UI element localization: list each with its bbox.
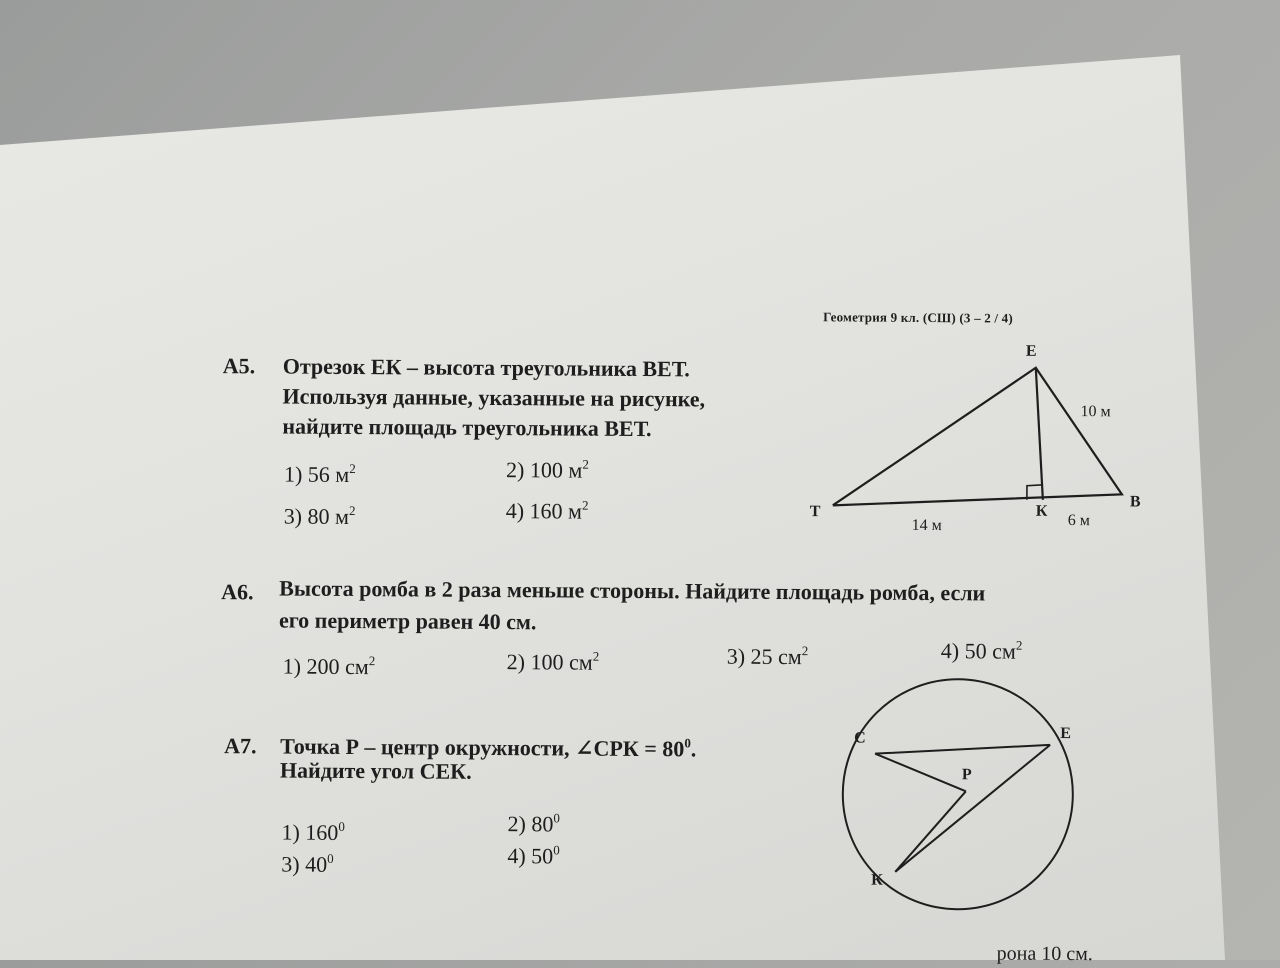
a5-option-2: 2) 100 $м^2$	[505, 456, 589, 483]
a5-option-1: 1) 56 $м^2$	[283, 460, 356, 487]
a7-number: А7.	[224, 733, 257, 759]
a7-line-2: Найдите угол СЕК.	[279, 757, 472, 784]
cutoff-text: рона 10 см.	[996, 942, 1093, 966]
label-side-tk: 14 м	[911, 516, 942, 535]
label-circle-k: К	[871, 871, 883, 889]
a5-line-2: Используя данные, указанные на рисунке,	[282, 383, 706, 412]
a6-line-1: Высота ромба в 2 раза меньше стороны. Найдите площадь ромба, если	[279, 575, 986, 606]
label-k: К	[1035, 502, 1048, 520]
a5-option-3: 3) 80 $м^2$	[283, 502, 356, 529]
label-side-kb: 6 м	[1067, 511, 1090, 530]
a7-option-1: 1) $160^0$	[281, 818, 345, 845]
a6-option-4: 4) 50 $см^2$	[940, 637, 1023, 664]
label-side-eb: 10 м	[1080, 403, 1111, 421]
label-e: Е	[1025, 342, 1037, 360]
a7-option-4: 4) $50^0$	[507, 842, 560, 869]
a7-option-3: 3) $40^0$	[281, 850, 334, 877]
a6-option-2: 2) 100 $см^2$	[506, 648, 600, 675]
label-c: С	[854, 729, 866, 747]
a7-line-1: Точка Р – центр окружности, ∠СРК = $80^0$.	[280, 733, 697, 762]
label-circle-e: Е	[1060, 724, 1071, 743]
a5-number: А5.	[222, 353, 256, 379]
label-p: Р	[961, 766, 972, 784]
chord-ce	[875, 744, 1050, 755]
chord-ek	[895, 744, 1050, 873]
label-b: В	[1129, 493, 1141, 511]
a5-option-4: 4) 160 $м^2$	[505, 497, 589, 524]
a5-line-3: найдите площадь треугольника ВЕТ.	[282, 413, 652, 442]
a6-option-1: 1) 200 $см^2$	[282, 653, 376, 680]
segment-pk	[895, 791, 966, 872]
a6-line-2: его периметр равен 40 см.	[278, 607, 537, 635]
a6-number: А6.	[221, 579, 254, 605]
a5-line-1: Отрезок ЕК – высота треугольника ВЕТ.	[282, 353, 690, 382]
segment-cp	[875, 754, 966, 792]
a6-option-3: 3) 25 $см^2$	[726, 643, 809, 670]
worksheet-header: Геометрия 9 кл. (СШ) (3 – 2 / 4)	[823, 309, 1013, 326]
label-t: Т	[809, 503, 821, 521]
a7-option-2: 2) $80^0$	[507, 810, 561, 837]
